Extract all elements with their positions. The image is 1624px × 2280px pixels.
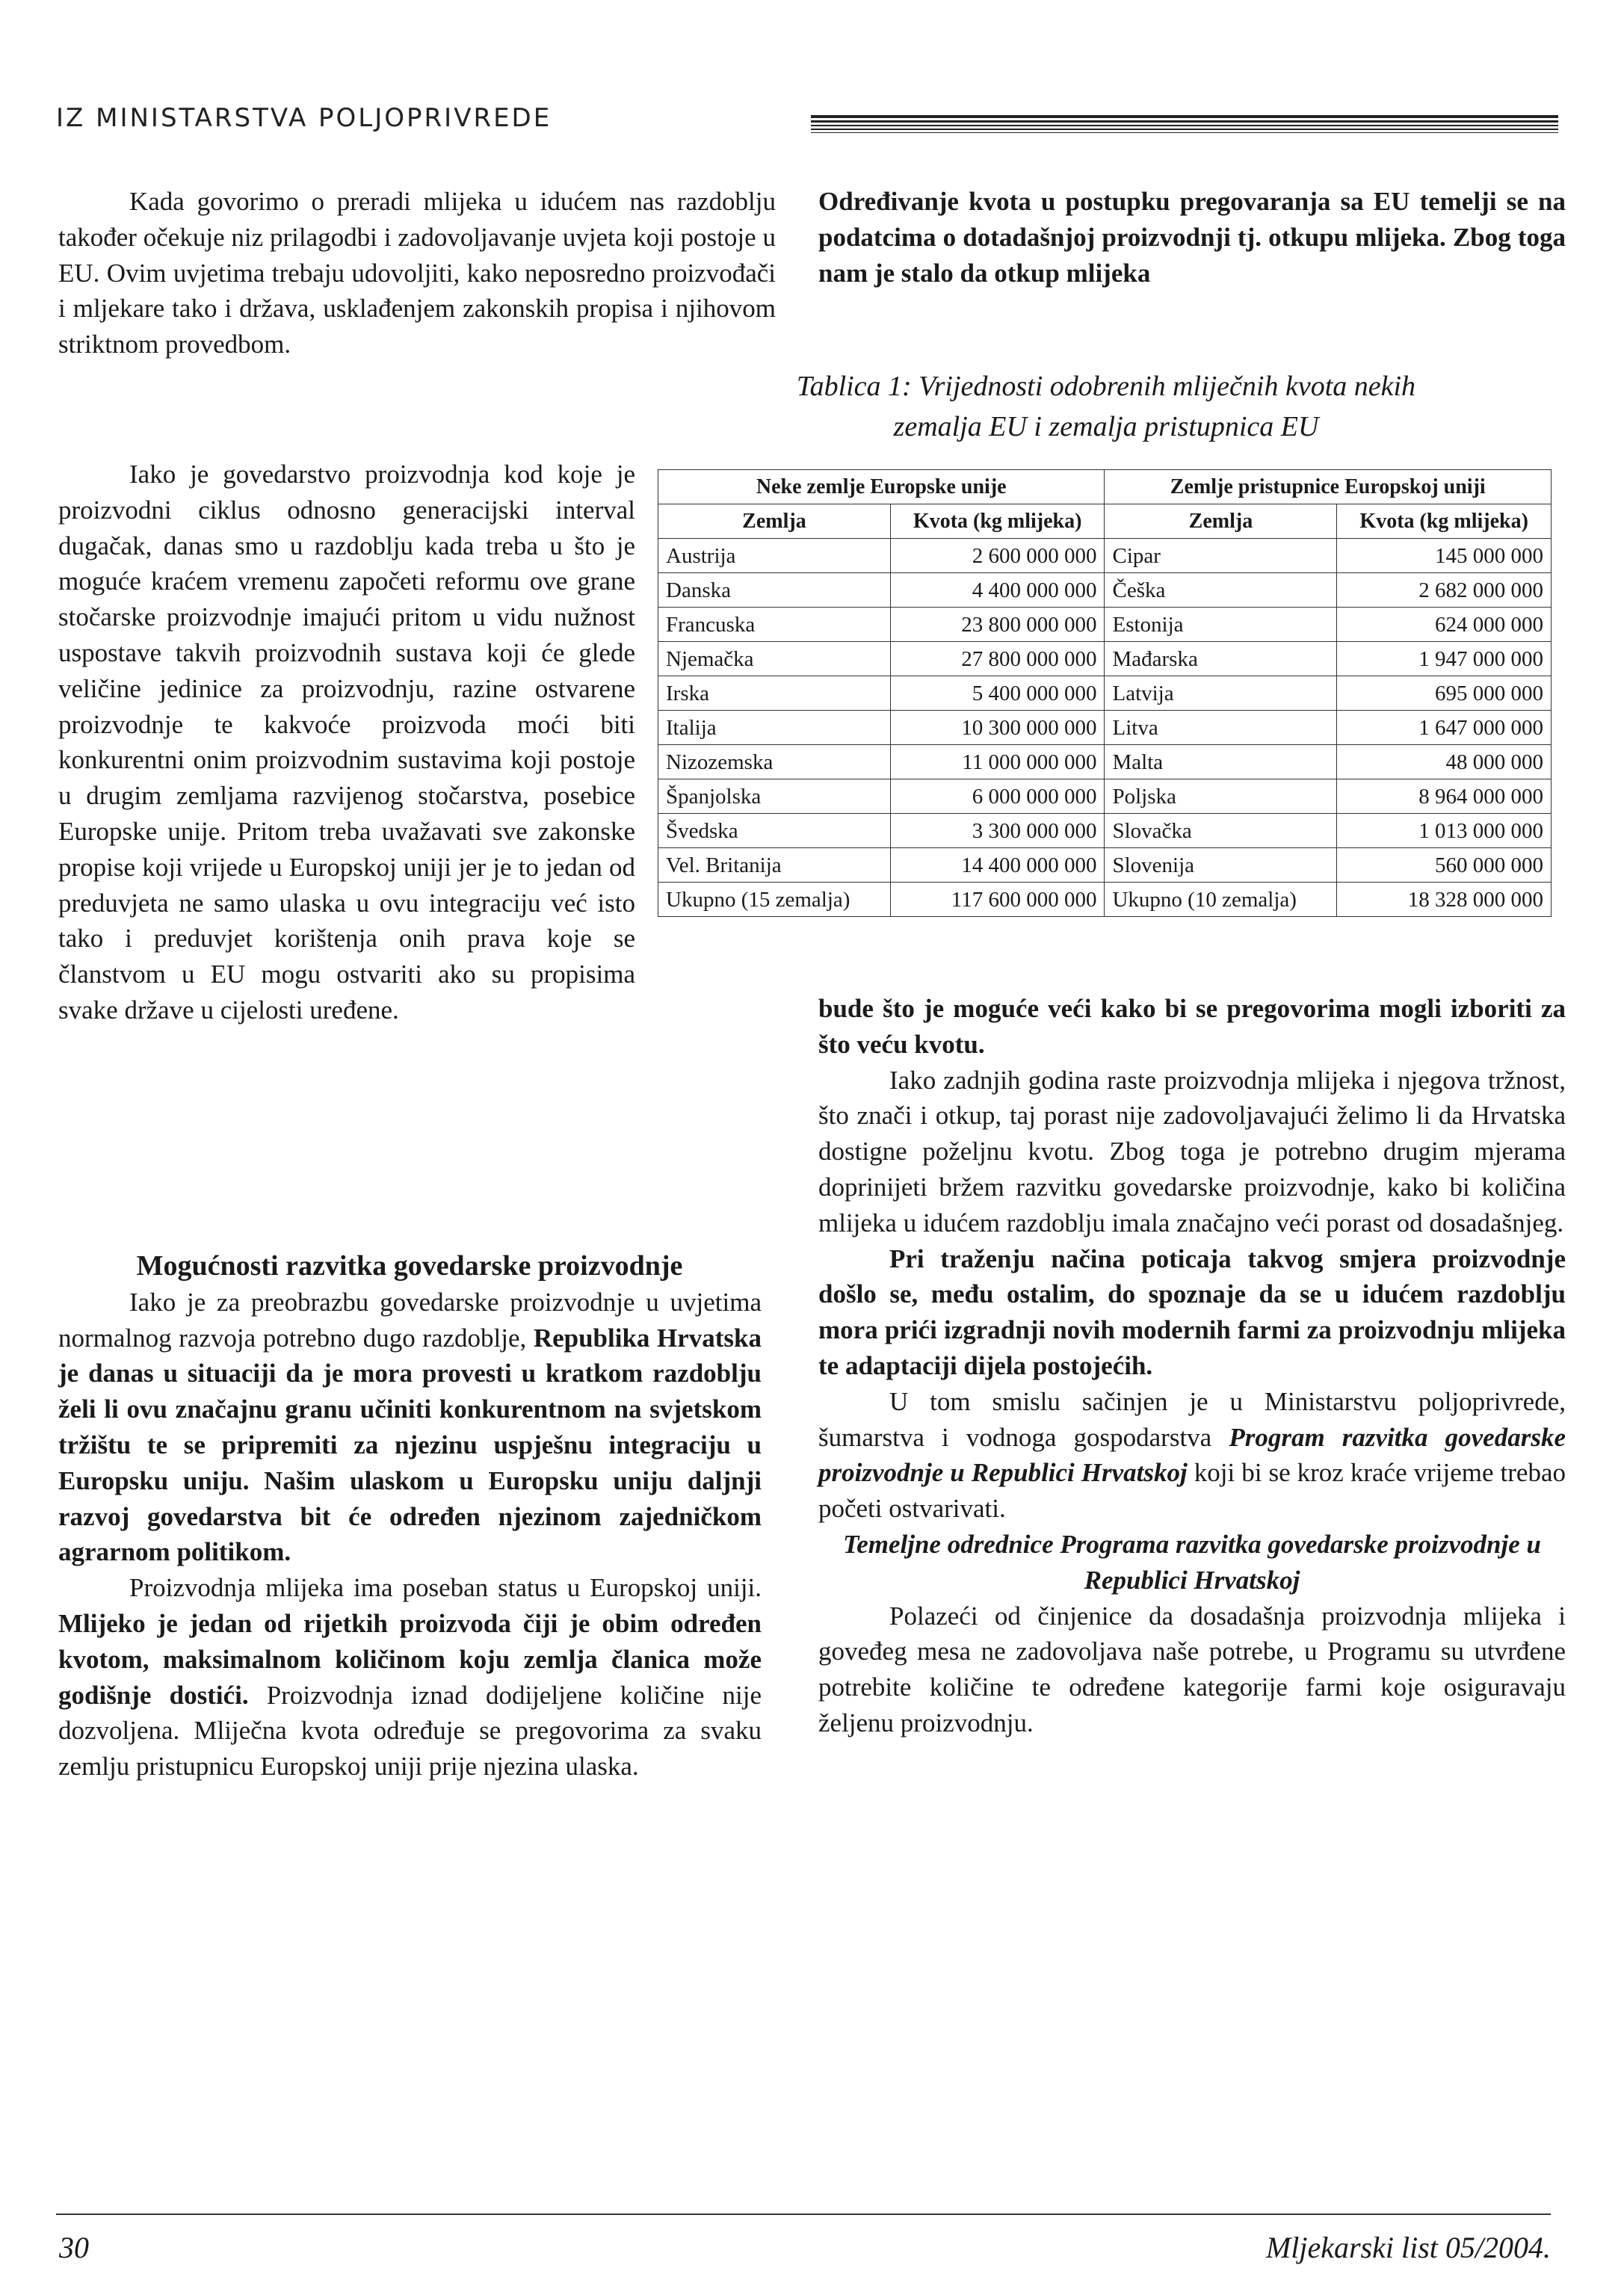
table-caption [658,366,1554,447]
ac-quota-cell: 48 000 000 [1337,745,1552,779]
eu-quota-cell: 10 300 000 000 [890,711,1105,745]
col-eu-country: Zemlja [658,504,891,539]
table-row [658,539,1552,573]
right-p4-program: Program razvitka govedarske proizvodnje u Republici Hrvatskoj [818,1422,1566,1488]
eu-quota-cell: 23 800 000 000 [890,608,1105,642]
magazine-name: Mljekarski list 05/2004. [1265,2231,1551,2264]
eu-country-cell: Italija [658,711,891,745]
left-column-lower [58,1249,762,1785]
left-section-heading: Mogućnosti razvitka govedarske proizvodnje [136,1250,683,1282]
group-accession: Zemlje pristupnice Europskoj uniji [1105,470,1552,504]
ac-quota-cell: 18 328 000 000 [1337,883,1552,917]
ac-quota-cell: 1 647 000 000 [1337,711,1552,745]
right-paragraph-1-cont [818,991,1566,1063]
eu-country-cell: Danska [658,573,891,608]
eu-country-cell: Vel. Britanija [658,848,891,883]
eu-country-cell: Francuska [658,608,891,642]
ac-country-cell: Latvija [1105,676,1337,711]
page-footer [56,2213,1551,2264]
right-paragraph-5: Polazeći od činjenice da dosadašnja proizvodnja mlijeka i goveđeg mesa ne zadovoljava naše potrebe, u Programu su utvrđene potrebite količine te određene kategorije farmi koje osiguravaju željenu proizvodnju. [818,1601,1566,1737]
eu-quota-cell: 3 300 000 000 [890,814,1105,848]
footer-rule [56,2213,1551,2215]
ac-country-cell: Litva [1105,711,1337,745]
ac-country-cell: Cipar [1105,539,1337,573]
ac-quota-cell: 8 964 000 000 [1337,779,1552,814]
eu-quota-cell: 117 600 000 000 [890,883,1105,917]
eu-country-cell: Španjolska [658,779,891,814]
ac-quota-cell: 1 013 000 000 [1337,814,1552,848]
left-column-top [58,184,776,362]
table-group-row [658,470,1552,504]
table-header-row [658,504,1552,539]
table-row [658,711,1552,745]
table-row [658,642,1552,676]
eu-country-cell: Irska [658,676,891,711]
ac-country-cell: Ukupno (10 zemalja) [1105,883,1337,917]
col-eu-quota: Kvota (kg mlijeka) [890,504,1105,539]
left-paragraph-1: Kada govorimo o preradi mlijeka u idućem nas razdoblju također očekuje niz prilagodbi i zadovoljavanje uvjeta koji postoje u EU. Ovim uvjetima trebaju udovoljiti, kako neposredno proizvođači i mljekare tako i država, usklađenjem zakonskih propisa i njihovom striktnom provedbom. [58,187,776,359]
right-p3-bold: Pri traženju načina poticaja takvog smjera proizvodnje došlo se, među ostalim, do spoznaje da se u idućem razdoblju mora prići izgradnji novih modernih farmi za proizvodnju mlijeka te adaptaciji dijela postojećih. [818,1244,1566,1380]
right-paragraph-1-bold [818,184,1566,291]
eu-country-cell: Nizozemska [658,745,891,779]
eu-country-cell: Njemačka [658,642,891,676]
page-header [56,103,1551,140]
table-row [658,573,1552,608]
quota-table [658,469,1552,917]
eu-country-cell: Švedska [658,814,891,848]
ac-quota-cell: 560 000 000 [1337,848,1552,883]
right-column-top [818,184,1566,291]
left-p4-text-c: Proizvodnja iznad dodijeljene količine nije dozvoljena. Mliječna kvota određuje se pregovorima za svaku zemlju pristupnicu Europskoj uniji prije njezina ulaska. [58,1680,762,1782]
left-p3-bold: Republika Hrvatska je danas u situaciji da je mora provesti u kratkom razdoblju želi li ovu značajnu granu učiniti konkurentnom na svjetskom tržištu te se pripremiti za njezinu uspješnu integraciju u Europsku uniju. Našim ulaskom u Europsku uniju daljnji razvoj govedarstva bit će određen njezinom zajedničkom agrarnom politikom. [58,1323,762,1567]
table-row [658,883,1552,917]
right-p1-cont: bude što je moguće veći kako bi se pregovorima mogli izboriti za što veću kvotu. [818,994,1566,1059]
ac-country-cell: Estonija [1105,608,1337,642]
header-rules [811,115,1558,135]
ac-country-cell: Malta [1105,745,1337,779]
eu-quota-cell: 2 600 000 000 [890,539,1105,573]
left-p3-text: Iako je za preobrazbu govedarske proizvodnje u uvjetima normalnog razvoja potrebno dugo razdoblje, [58,1287,762,1353]
ac-country-cell: Slovačka [1105,814,1337,848]
table-row [658,608,1552,642]
table-row [658,745,1552,779]
eu-country-cell: Austrija [658,539,891,573]
left-paragraph-4 [58,1570,762,1785]
ac-country-cell: Češka [1105,573,1337,608]
right-paragraph-4 [818,1384,1566,1527]
table-row [658,848,1552,883]
left-paragraph-2: Iako je govedarstvo proizvodnja kod koje je proizvodni ciklus odnosno generacijski interval dugačak, danas smo u razdoblju kada treba u što je moguće kraćem vremenu započeti reformu ove grane stočarske proizvodnje imajući pritom u vidu nužnost uspostave takvih proizvodnih sustava koji će glede veličine jedinice za proizvodnju, razine ostvarene proizvodnje te kakvoće proizvoda moći biti konkurentni onim proizvodnim sustavima koji postoje u drugim zemljama razvijenog stočarstva, posebice Europske unije. Pritom treba uvažavati sve zakonske propise koji vrijede u Europskoj uniji jer je to jedan od preduvjeta ne samo ulaska u ovu integraciju već isto tako i preduvjet korištenja onih prava koje se članstvom u EU mogu ostvariti ako su propisima svake države u cijelosti uređene. [58,460,635,1025]
eu-quota-cell: 14 400 000 000 [890,848,1105,883]
left-p4-bold: Mlijeko je jedan od rijetkih proizvoda čiji je obim određen kvotom, maksimalnom količinom koju zemlja članica može godišnje dostići. [58,1608,762,1710]
section-title: IZ MINISTARSTVA POLJOPRIVREDE [56,103,552,133]
table-row [658,814,1552,848]
ac-quota-cell: 695 000 000 [1337,676,1552,711]
eu-quota-cell: 4 400 000 000 [890,573,1105,608]
right-paragraph-3 [818,1241,1566,1384]
right-p4-text-c: koji bi se kroz kraće vrijeme trebao početi ostvarivati. [818,1458,1566,1524]
ac-quota-cell: 624 000 000 [1337,608,1552,642]
ac-quota-cell: 1 947 000 000 [1337,642,1552,676]
col-ac-country: Zemlja [1105,504,1337,539]
eu-country-cell: Ukupno (15 zemalja) [658,883,891,917]
page-number: 30 [59,2231,89,2264]
ac-quota-cell: 2 682 000 000 [1337,573,1552,608]
left-column-narrow [58,457,635,1028]
eu-quota-cell: 27 800 000 000 [890,642,1105,676]
ac-country-cell: Poljska [1105,779,1337,814]
eu-quota-cell: 5 400 000 000 [890,676,1105,711]
table-row [658,676,1552,711]
right-section-heading: Temeljne odrednice Programa razvitka govedarske proizvodnje u Republici Hrvatskoj [843,1529,1541,1595]
left-paragraph-3 [58,1285,762,1570]
ac-quota-cell: 145 000 000 [1337,539,1552,573]
ac-country-cell: Mađarska [1105,642,1337,676]
group-eu: Neke zemlje Europske unije [658,470,1105,504]
eu-quota-cell: 6 000 000 000 [890,779,1105,814]
col-ac-quota: Kvota (kg mlijeka) [1337,504,1552,539]
eu-quota-cell: 11 000 000 000 [890,745,1105,779]
right-p4-text-a: U tom smislu sačinjen je u Ministarstvu poljoprivrede, šumarstva i vodnoga gospodarstva [818,1386,1566,1452]
right-p1-bold: Određivanje kvota u postupku pregovaranja sa EU temelji se na podatcima o dotadašnjoj proizvodnji tj. otkupu mlijeka. Zbog toga nam je stalo da otkup mlijeka [818,187,1566,288]
right-paragraph-2: Iako zadnjih godina raste proizvodnja mlijeka i njegova tržnost, što znači i otkup, taj porast nije zadovoljavajući želimo li da Hrvatska dostigne poželjnu kvotu. Zbog toga je potrebno drugim mjerama doprinijeti bržem razvitku govedarske proizvodnje, kako bi količina mlijeka u idućem razdoblju imala značajno veći porast od dosadašnjeg. [818,1065,1566,1238]
table-row [658,779,1552,814]
table-caption-line1: Tablica 1: Vrijednosti odobrenih mliječnih kvota nekih [796,371,1416,402]
right-column-lower [818,991,1566,1741]
ac-country-cell: Slovenija [1105,848,1337,883]
table-caption-line2: zemalja EU i zemalja pristupnica EU [893,411,1319,442]
left-p4-text-a: Proizvodnja mlijeka ima poseban status u Europskoj uniji. [129,1573,762,1603]
